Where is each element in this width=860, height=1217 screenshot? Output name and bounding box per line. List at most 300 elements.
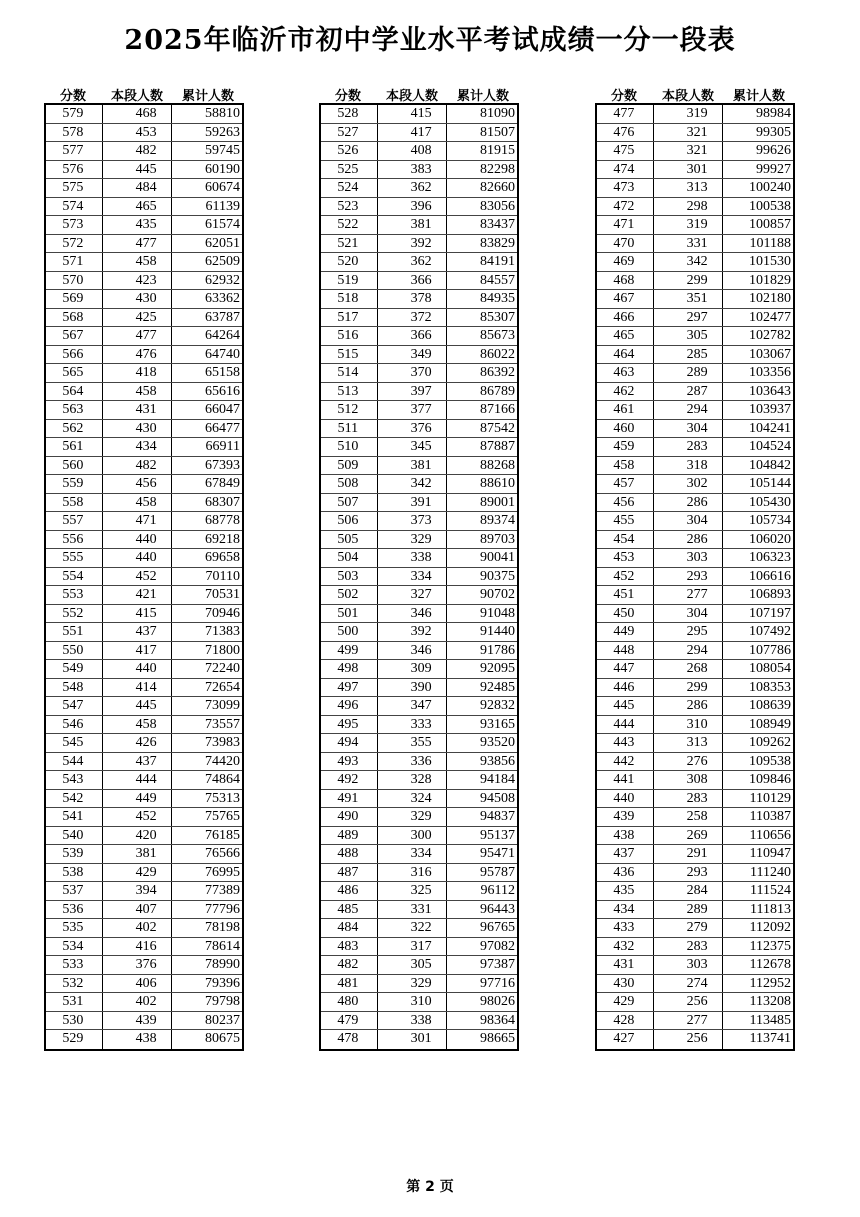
score-cell: 556 <box>46 531 103 549</box>
cumulative-cell: 103937 <box>749 402 791 417</box>
table-row <box>46 753 242 772</box>
count-cell: 458 <box>103 494 172 512</box>
count-cell: 355 <box>378 734 447 752</box>
cumulative-cell: 71800 <box>205 642 240 658</box>
table-row <box>46 327 242 346</box>
table-row <box>597 235 793 254</box>
score-cell: 451 <box>597 586 654 604</box>
count-cell: 366 <box>378 327 447 345</box>
count-cell: 276 <box>654 753 723 771</box>
score-cell: 436 <box>597 864 654 882</box>
count-cell: 304 <box>654 512 723 530</box>
cumulative-cell: 100538 <box>749 198 791 214</box>
table-row <box>321 216 517 235</box>
score-cell: 515 <box>321 346 378 364</box>
table-row <box>597 679 793 698</box>
count-cell: 476 <box>103 346 172 364</box>
table-row <box>597 401 793 420</box>
count-cell: 438 <box>103 1030 172 1049</box>
count-cell: 319 <box>654 216 723 234</box>
score-cell: 574 <box>46 198 103 216</box>
cumulative-cell: 58810 <box>205 106 240 121</box>
table-row <box>46 401 242 420</box>
count-cell: 414 <box>103 679 172 697</box>
count-cell: 301 <box>378 1030 447 1049</box>
count-cell: 327 <box>378 586 447 604</box>
score-cell: 486 <box>321 882 378 900</box>
count-cell: 484 <box>103 179 172 197</box>
table-row <box>321 383 517 402</box>
table-row <box>46 216 242 235</box>
cumulative-cell: 95471 <box>480 846 515 861</box>
cumulative-cell: 89374 <box>480 513 515 528</box>
table-row <box>321 1030 517 1049</box>
table-row <box>46 438 242 457</box>
count-cell: 426 <box>103 734 172 752</box>
table-row <box>46 771 242 790</box>
score-cell: 520 <box>321 253 378 271</box>
table-row <box>597 309 793 328</box>
cumulative-cell: 89001 <box>480 494 515 510</box>
cumulative-cell: 65616 <box>205 383 240 399</box>
table-header <box>595 85 795 103</box>
table-row <box>597 457 793 476</box>
table-row <box>597 346 793 365</box>
count-cell: 420 <box>103 827 172 845</box>
cumulative-cell: 104241 <box>749 420 791 436</box>
table-row <box>597 938 793 957</box>
count-cell: 402 <box>103 919 172 937</box>
table-row <box>46 882 242 901</box>
table-row <box>46 290 242 309</box>
cumulative-cell: 96112 <box>480 883 515 898</box>
count-cell: 437 <box>103 623 172 641</box>
score-cell: 549 <box>46 660 103 678</box>
score-cell: 503 <box>321 568 378 586</box>
cumulative-cell: 59745 <box>205 143 240 158</box>
count-cell: 331 <box>654 235 723 253</box>
cumulative-cell: 109846 <box>749 772 791 787</box>
count-cell: 421 <box>103 586 172 604</box>
table-row <box>46 956 242 975</box>
score-cell: 469 <box>597 253 654 271</box>
cumulative-cell: 76185 <box>205 827 240 843</box>
table-row <box>46 716 242 735</box>
score-cell: 562 <box>46 420 103 438</box>
count-cell: 286 <box>654 494 723 512</box>
score-cell: 511 <box>321 420 378 438</box>
count-cell: 415 <box>378 105 447 123</box>
score-cell: 498 <box>321 660 378 678</box>
table-row <box>597 586 793 605</box>
score-cell: 471 <box>597 216 654 234</box>
table-row <box>597 642 793 661</box>
count-cell: 452 <box>103 568 172 586</box>
cumulative-cell: 108054 <box>749 661 791 676</box>
cumulative-cell: 90702 <box>480 587 515 602</box>
cumulative-cell: 93520 <box>480 735 515 750</box>
score-cell: 577 <box>46 142 103 160</box>
score-cell: 430 <box>597 975 654 993</box>
cumulative-cell: 74864 <box>205 772 240 787</box>
count-cell: 338 <box>378 549 447 567</box>
score-cell: 467 <box>597 290 654 308</box>
score-cell: 563 <box>46 401 103 419</box>
score-cell: 537 <box>46 882 103 900</box>
cumulative-cell: 110947 <box>749 846 791 861</box>
cumulative-cell: 113208 <box>749 994 791 1009</box>
cumulative-cell: 85307 <box>480 309 515 325</box>
count-cell: 286 <box>654 697 723 715</box>
cumulative-cell: 101530 <box>749 254 791 269</box>
score-cell: 466 <box>597 309 654 327</box>
score-cell: 564 <box>46 383 103 401</box>
cumulative-cell: 105144 <box>749 476 791 491</box>
score-cell: 484 <box>321 919 378 937</box>
count-cell: 304 <box>654 420 723 438</box>
cumulative-cell: 71383 <box>205 624 240 639</box>
table-body <box>595 103 795 1051</box>
cumulative-cell: 60674 <box>205 180 240 195</box>
table-row <box>597 549 793 568</box>
table-row <box>321 346 517 365</box>
count-cell: 334 <box>378 568 447 586</box>
table-row <box>321 901 517 920</box>
score-cell: 441 <box>597 771 654 789</box>
count-cell: 429 <box>103 864 172 882</box>
score-cell: 553 <box>46 586 103 604</box>
score-cell: 437 <box>597 845 654 863</box>
cumulative-cell: 79396 <box>205 975 240 991</box>
count-cell: 256 <box>654 1030 723 1049</box>
count-cell: 434 <box>103 438 172 456</box>
count-cell: 316 <box>378 864 447 882</box>
score-cell: 565 <box>46 364 103 382</box>
cumulative-cell: 66477 <box>205 420 240 436</box>
table-row <box>321 956 517 975</box>
cumulative-cell: 96765 <box>480 920 515 935</box>
count-cell: 402 <box>103 993 172 1011</box>
header-cumulative: 累计人数 <box>456 89 509 104</box>
count-cell: 458 <box>103 716 172 734</box>
score-cell: 463 <box>597 364 654 382</box>
score-cell: 448 <box>597 642 654 660</box>
table-row <box>321 586 517 605</box>
count-cell: 444 <box>103 771 172 789</box>
score-cell: 513 <box>321 383 378 401</box>
table-row <box>321 531 517 550</box>
cumulative-cell: 65158 <box>205 365 240 380</box>
score-cell: 517 <box>321 309 378 327</box>
count-cell: 468 <box>103 105 172 123</box>
cumulative-cell: 92485 <box>480 679 515 695</box>
cumulative-cell: 87887 <box>480 439 515 454</box>
table-row <box>321 494 517 513</box>
page-title: 2025年临沂市初中学业水平考试成绩一分一段表 <box>124 25 736 56</box>
cumulative-cell: 91440 <box>480 624 515 639</box>
table-row <box>597 494 793 513</box>
cumulative-cell: 112375 <box>749 938 791 954</box>
table-row <box>46 420 242 439</box>
count-cell: 397 <box>378 383 447 401</box>
cumulative-cell: 105430 <box>749 494 791 510</box>
cumulative-cell: 82660 <box>480 180 515 195</box>
count-cell: 304 <box>654 605 723 623</box>
table-row <box>46 919 242 938</box>
score-cell: 485 <box>321 901 378 919</box>
score-cell: 497 <box>321 679 378 697</box>
score-cell: 570 <box>46 272 103 290</box>
score-cell: 538 <box>46 864 103 882</box>
cumulative-cell: 72240 <box>205 661 240 676</box>
score-cell: 496 <box>321 697 378 715</box>
count-cell: 347 <box>378 697 447 715</box>
cumulative-cell: 99626 <box>756 143 791 158</box>
score-cell: 474 <box>597 161 654 179</box>
table-row <box>321 512 517 531</box>
count-cell: 417 <box>103 642 172 660</box>
score-table-column-3 <box>595 85 795 1051</box>
score-cell: 514 <box>321 364 378 382</box>
cumulative-cell: 106616 <box>749 568 791 584</box>
cumulative-cell: 83056 <box>480 198 515 214</box>
score-cell: 502 <box>321 586 378 604</box>
score-cell: 519 <box>321 272 378 290</box>
cumulative-cell: 82298 <box>480 161 515 177</box>
table-row <box>46 235 242 254</box>
score-cell: 560 <box>46 457 103 475</box>
cumulative-cell: 81507 <box>480 124 515 140</box>
header-score: 分数 <box>610 89 637 104</box>
score-cell: 516 <box>321 327 378 345</box>
score-cell: 546 <box>46 716 103 734</box>
score-cell: 539 <box>46 845 103 863</box>
cumulative-cell: 110656 <box>749 827 791 843</box>
table-row <box>46 808 242 827</box>
score-cell: 459 <box>597 438 654 456</box>
table-row <box>321 808 517 827</box>
cumulative-cell: 102782 <box>749 328 791 343</box>
score-cell: 428 <box>597 1012 654 1030</box>
score-cell: 521 <box>321 235 378 253</box>
table-row <box>597 290 793 309</box>
cumulative-cell: 92095 <box>480 661 515 676</box>
count-cell: 372 <box>378 309 447 327</box>
cumulative-cell: 84191 <box>480 254 515 269</box>
count-cell: 392 <box>378 235 447 253</box>
table-row <box>46 309 242 328</box>
table-row <box>597 771 793 790</box>
cumulative-cell: 99927 <box>756 161 791 177</box>
cumulative-cell: 81090 <box>480 106 515 121</box>
score-cell: 453 <box>597 549 654 567</box>
score-cell: 483 <box>321 938 378 956</box>
table-row <box>321 568 517 587</box>
table-row <box>321 753 517 772</box>
table-row <box>321 179 517 198</box>
table-row <box>46 198 242 217</box>
table-row <box>321 272 517 291</box>
table-row <box>597 993 793 1012</box>
cumulative-cell: 92832 <box>480 698 515 713</box>
table-row <box>597 253 793 272</box>
cumulative-cell: 98364 <box>480 1012 515 1028</box>
cumulative-cell: 68307 <box>205 494 240 510</box>
count-cell: 294 <box>654 642 723 660</box>
table-row <box>46 864 242 883</box>
cumulative-cell: 111240 <box>750 864 791 880</box>
count-cell: 334 <box>378 845 447 863</box>
score-cell: 435 <box>597 882 654 900</box>
table-row <box>321 993 517 1012</box>
count-cell: 373 <box>378 512 447 530</box>
score-table-column-2 <box>319 85 519 1051</box>
table-row <box>46 845 242 864</box>
cumulative-cell: 64264 <box>205 328 240 343</box>
score-cell: 523 <box>321 198 378 216</box>
count-cell: 293 <box>654 568 723 586</box>
header-count: 本段人数 <box>661 89 714 104</box>
count-cell: 381 <box>103 845 172 863</box>
cumulative-cell: 98026 <box>480 994 515 1009</box>
score-cell: 571 <box>46 253 103 271</box>
table-row <box>321 864 517 883</box>
table-row <box>597 864 793 883</box>
count-cell: 482 <box>103 142 172 160</box>
table-row <box>46 568 242 587</box>
table-row <box>46 457 242 476</box>
score-cell: 510 <box>321 438 378 456</box>
score-cell: 494 <box>321 734 378 752</box>
table-row <box>46 531 242 550</box>
score-cell: 444 <box>597 716 654 734</box>
score-cell: 506 <box>321 512 378 530</box>
header-cumulative: 累计人数 <box>181 89 234 104</box>
table-row <box>46 993 242 1012</box>
header-count: 本段人数 <box>385 89 438 104</box>
table-row <box>46 272 242 291</box>
score-cell: 433 <box>597 919 654 937</box>
score-cell: 456 <box>597 494 654 512</box>
score-cell: 479 <box>321 1012 378 1030</box>
table-row <box>321 253 517 272</box>
cumulative-cell: 93856 <box>480 753 515 769</box>
table-row <box>46 346 242 365</box>
cumulative-cell: 111813 <box>750 901 791 917</box>
count-cell: 390 <box>378 679 447 697</box>
score-cell: 495 <box>321 716 378 734</box>
count-cell: 289 <box>654 364 723 382</box>
cumulative-cell: 90375 <box>480 568 515 584</box>
count-cell: 322 <box>378 919 447 937</box>
cumulative-cell: 90041 <box>480 550 515 565</box>
score-cell: 487 <box>321 864 378 882</box>
score-cell: 536 <box>46 901 103 919</box>
cumulative-cell: 84557 <box>480 272 515 288</box>
table-row <box>46 827 242 846</box>
cumulative-cell: 113741 <box>749 1031 791 1046</box>
header-cumulative: 累计人数 <box>732 89 785 104</box>
table-row <box>46 105 242 124</box>
count-cell: 342 <box>654 253 723 271</box>
cumulative-cell: 103643 <box>749 383 791 399</box>
count-cell: 299 <box>654 679 723 697</box>
cumulative-cell: 99305 <box>756 124 791 140</box>
score-cell: 557 <box>46 512 103 530</box>
score-cell: 566 <box>46 346 103 364</box>
count-cell: 416 <box>103 938 172 956</box>
table-row <box>46 586 242 605</box>
table-row <box>321 882 517 901</box>
table-row <box>321 660 517 679</box>
count-cell: 286 <box>654 531 723 549</box>
score-cell: 432 <box>597 938 654 956</box>
cumulative-cell: 74420 <box>205 753 240 769</box>
score-cell: 476 <box>597 124 654 142</box>
score-cell: 567 <box>46 327 103 345</box>
cumulative-cell: 101829 <box>749 272 791 288</box>
score-cell: 555 <box>46 549 103 567</box>
cumulative-cell: 100240 <box>749 180 791 195</box>
count-cell: 268 <box>654 660 723 678</box>
cumulative-cell: 108353 <box>749 679 791 695</box>
score-cell: 532 <box>46 975 103 993</box>
count-cell: 279 <box>654 919 723 937</box>
cumulative-cell: 87166 <box>480 402 515 417</box>
cumulative-cell: 105734 <box>749 513 791 528</box>
score-cell: 427 <box>597 1030 654 1049</box>
cumulative-cell: 80675 <box>205 1031 240 1046</box>
count-cell: 346 <box>378 605 447 623</box>
count-cell: 298 <box>654 198 723 216</box>
table-row <box>321 623 517 642</box>
score-cell: 460 <box>597 420 654 438</box>
count-cell: 346 <box>378 642 447 660</box>
score-cell: 533 <box>46 956 103 974</box>
count-cell: 407 <box>103 901 172 919</box>
table-row <box>321 771 517 790</box>
count-cell: 336 <box>378 753 447 771</box>
cumulative-cell: 85673 <box>480 328 515 343</box>
score-cell: 525 <box>321 161 378 179</box>
cumulative-cell: 101188 <box>749 235 791 251</box>
count-cell: 456 <box>103 475 172 493</box>
table-row <box>46 142 242 161</box>
cumulative-cell: 102477 <box>749 309 791 325</box>
table-row <box>46 364 242 383</box>
cumulative-cell: 60190 <box>205 161 240 177</box>
count-cell: 417 <box>378 124 447 142</box>
cumulative-cell: 95137 <box>480 827 515 843</box>
count-cell: 458 <box>103 383 172 401</box>
cumulative-cell: 63362 <box>205 291 240 306</box>
table-row <box>321 327 517 346</box>
score-cell: 569 <box>46 290 103 308</box>
cumulative-cell: 111524 <box>750 883 791 898</box>
table-row <box>597 124 793 143</box>
score-cell: 470 <box>597 235 654 253</box>
table-row <box>597 605 793 624</box>
count-cell: 381 <box>378 216 447 234</box>
score-cell: 501 <box>321 605 378 623</box>
table-row <box>46 901 242 920</box>
count-cell: 440 <box>103 549 172 567</box>
cumulative-cell: 66911 <box>205 439 240 454</box>
cumulative-cell: 70110 <box>205 568 240 584</box>
count-cell: 325 <box>378 882 447 900</box>
count-cell: 477 <box>103 235 172 253</box>
score-cell: 529 <box>46 1030 103 1049</box>
